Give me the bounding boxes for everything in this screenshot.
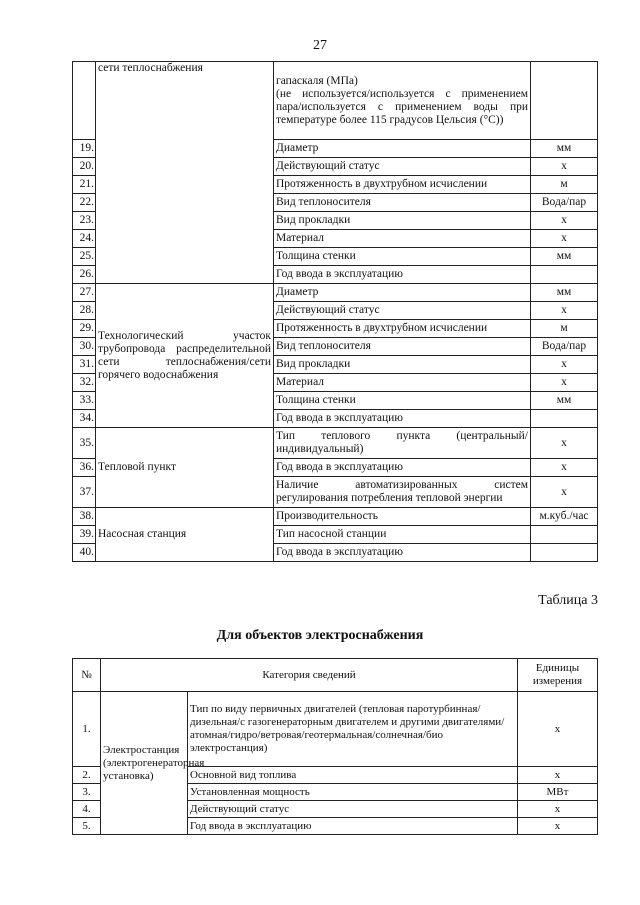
unit-cell: мм bbox=[531, 140, 598, 158]
item-name: Тип по виду первичных двигателей (тепловая паротурбинная/дизельная/с газогенераторным двигателем и другими двигателями/атомная/гидро/ветровая/геотермальная/солнечная/био электростанция) bbox=[188, 692, 518, 767]
category-cell: Электростанция (электрогенераторная установка) bbox=[101, 692, 188, 835]
unit-cell: мм bbox=[531, 284, 598, 302]
item-name: Год ввода в эксплуатацию bbox=[274, 410, 531, 428]
category-cell: Технологический участок трубопровода распределительной сети теплоснабжения/сети горячего водоснабжения bbox=[96, 284, 274, 428]
row-number: 32. bbox=[73, 374, 96, 392]
row-number: 29. bbox=[73, 320, 96, 338]
row-number: 19. bbox=[73, 140, 96, 158]
row-number: 34. bbox=[73, 410, 96, 428]
unit-cell: х bbox=[518, 801, 598, 818]
header-row bbox=[73, 659, 598, 692]
row-number: 1. bbox=[73, 692, 101, 767]
unit-cell: х bbox=[531, 459, 598, 477]
unit-cell: мм bbox=[531, 248, 598, 266]
row-number: 25. bbox=[73, 248, 96, 266]
item-name: Диаметр bbox=[274, 140, 531, 158]
row-number: 39. bbox=[73, 526, 96, 544]
table-row bbox=[73, 428, 598, 459]
row-number: 37. bbox=[73, 477, 96, 508]
item-name: Вид теплоносителя bbox=[274, 194, 531, 212]
table-caption: Таблица 3 bbox=[538, 593, 598, 608]
item-name: Вид прокладки bbox=[274, 212, 531, 230]
table-row bbox=[73, 284, 598, 302]
item-name: Производительность bbox=[274, 508, 531, 526]
unit-cell: х bbox=[531, 356, 598, 374]
unit-cell: м bbox=[531, 176, 598, 194]
table-row bbox=[73, 692, 598, 767]
unit-cell: х bbox=[518, 818, 598, 835]
unit-cell bbox=[531, 410, 598, 428]
unit-cell: х bbox=[531, 428, 598, 459]
item-name: Год ввода в эксплуатацию bbox=[274, 544, 531, 562]
row-number: 3. bbox=[73, 784, 101, 801]
item-name: Тип насосной станции bbox=[274, 526, 531, 544]
item-name: гапаскаля (МПа) (не используется/используется с применением пара/используется с применением воды при температуре более 115 градусов Цельсия (°С)) bbox=[274, 62, 531, 140]
unit-cell: х bbox=[531, 374, 598, 392]
row-number: 28. bbox=[73, 302, 96, 320]
row-number: 36. bbox=[73, 459, 96, 477]
item-name: Установленная мощность bbox=[188, 784, 518, 801]
category-cell: сети теплоснабжения bbox=[96, 62, 274, 284]
header-number: № bbox=[73, 659, 101, 692]
unit-cell: Вода/пар bbox=[531, 194, 598, 212]
item-name: Толщина стенки bbox=[274, 248, 531, 266]
row-number: 5. bbox=[73, 818, 101, 835]
row-number: 40. bbox=[73, 544, 96, 562]
item-name: Материал bbox=[274, 230, 531, 248]
unit-cell bbox=[531, 62, 598, 140]
unit-cell: мм bbox=[531, 392, 598, 410]
unit-cell bbox=[531, 544, 598, 562]
row-number: 35. bbox=[73, 428, 96, 459]
row-number: 24. bbox=[73, 230, 96, 248]
header-category: Категория сведений bbox=[101, 659, 518, 692]
category-cell: Тепловой пункт bbox=[96, 428, 274, 508]
row-number: 31. bbox=[73, 356, 96, 374]
row-number: 20. bbox=[73, 158, 96, 176]
unit-cell: Вода/пар bbox=[531, 338, 598, 356]
item-name: Основной вид топлива bbox=[188, 767, 518, 784]
item-name: Протяженность в двухтрубном исчислении bbox=[274, 176, 531, 194]
row-number: 23. bbox=[73, 212, 96, 230]
page-number: 27 bbox=[313, 38, 327, 53]
row-number: 22. bbox=[73, 194, 96, 212]
item-name: Год ввода в эксплуатацию bbox=[274, 459, 531, 477]
item-name: Материал bbox=[274, 374, 531, 392]
item-name: Протяженность в двухтрубном исчислении bbox=[274, 320, 531, 338]
unit-cell bbox=[531, 266, 598, 284]
item-name: Год ввода в эксплуатацию bbox=[274, 266, 531, 284]
category-cell: Насосная станция bbox=[96, 508, 274, 562]
header-unit: Единицы измерения bbox=[518, 659, 598, 692]
electricity-table bbox=[72, 658, 598, 835]
table-row bbox=[73, 62, 598, 140]
unit-cell: МВт bbox=[518, 784, 598, 801]
unit-cell: х bbox=[531, 230, 598, 248]
row-number: 38. bbox=[73, 508, 96, 526]
unit-cell: х bbox=[518, 692, 598, 767]
row-number bbox=[73, 62, 96, 140]
item-name: Диаметр bbox=[274, 284, 531, 302]
row-number: 21. bbox=[73, 176, 96, 194]
item-name: Вид прокладки bbox=[274, 356, 531, 374]
row-number: 26. bbox=[73, 266, 96, 284]
row-number: 4. bbox=[73, 801, 101, 818]
unit-cell: х bbox=[518, 767, 598, 784]
item-name: Год ввода в эксплуатацию bbox=[188, 818, 518, 835]
unit-cell: х bbox=[531, 212, 598, 230]
item-name: Действующий статус bbox=[188, 801, 518, 818]
unit-cell: х bbox=[531, 302, 598, 320]
item-name: Действующий статус bbox=[274, 158, 531, 176]
unit-cell: х bbox=[531, 477, 598, 508]
table-title: Для объектов электроснабжения bbox=[216, 628, 424, 643]
heat-supply-table bbox=[72, 61, 598, 562]
row-number: 30. bbox=[73, 338, 96, 356]
item-name: Наличие автоматизированных систем регулирования потребления тепловой энергии bbox=[274, 477, 531, 508]
item-name: Тип теплового пункта (центральный/индивидуальный) bbox=[274, 428, 531, 459]
unit-cell bbox=[531, 526, 598, 544]
item-name: Действующий статус bbox=[274, 302, 531, 320]
row-number: 27. bbox=[73, 284, 96, 302]
table-row bbox=[73, 508, 598, 526]
item-name: Вид теплоносителя bbox=[274, 338, 531, 356]
item-name: Толщина стенки bbox=[274, 392, 531, 410]
unit-cell: х bbox=[531, 158, 598, 176]
unit-cell: м.куб./час bbox=[531, 508, 598, 526]
row-number: 2. bbox=[73, 767, 101, 784]
row-number: 33. bbox=[73, 392, 96, 410]
unit-cell: м bbox=[531, 320, 598, 338]
